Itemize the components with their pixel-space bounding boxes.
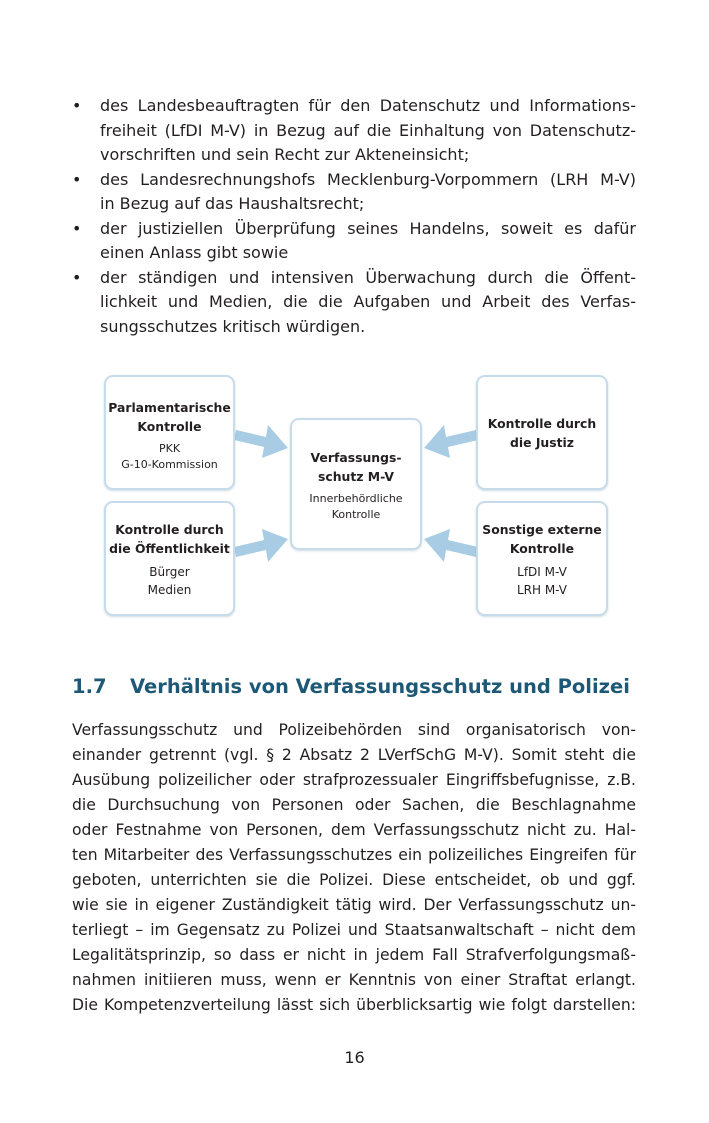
box-verfassungsschutz	[290, 418, 422, 550]
text-line: in Bezug auf das Haushaltsrecht;	[100, 194, 365, 213]
text-line: lichkeit und Medien, die die Aufgaben und Arbeit des Verfas-	[100, 292, 636, 311]
bullet-list	[72, 94, 636, 339]
title-line: Kontrolle durch	[115, 522, 224, 537]
body-paragraph	[72, 718, 636, 1018]
control-diagram	[104, 375, 608, 617]
text-line: ten Mitarbeiter des Verfassungsschutzes ein polizeiliches Eingreifen für	[72, 846, 636, 864]
list-item	[72, 217, 636, 266]
list-item-text	[100, 168, 636, 217]
text-line: einander getrennt (vgl. § 2 Absatz 2 LVerfSchG M-V). Somit steht die	[72, 746, 636, 764]
bullet-marker: •	[72, 267, 82, 287]
text-line: oder Festnahme von Personen, dem Verfassungsschutz nicht zu. Hal-	[72, 821, 636, 839]
section-title: Verhältnis von Verfassungsschutz und Polizei	[130, 675, 630, 698]
title-line: die Justiz	[509, 434, 575, 450]
arrow-top-left-icon	[234, 420, 290, 460]
sub-line: Kontrolle	[331, 508, 381, 521]
arrow-top-right-icon	[422, 420, 478, 460]
text-line: Legalitätsprinzip, so dass er nicht in jedem Fall Strafverfolgungsmaß-	[72, 946, 636, 964]
title-line: Sonstige externe	[482, 522, 602, 537]
text-line: der justiziellen Überprüfung seines Handelns, soweit es dafür	[100, 218, 636, 238]
text-line: freiheit (LfDI M-V) in Bezug auf die Einhaltung von Datenschutz-	[100, 120, 636, 140]
list-item-text	[100, 266, 636, 340]
title-line: schutz M-V	[318, 468, 394, 484]
box-subtitle	[106, 441, 233, 473]
list-item	[72, 168, 636, 217]
box-title	[106, 521, 233, 558]
title-line: Kontrolle durch	[487, 416, 597, 431]
text-line: vorschriften und sein Recht zur Akteneinsicht;	[100, 145, 470, 164]
title-line: Verfassungs-	[310, 450, 402, 465]
sub-line: Bürger	[149, 565, 190, 579]
sub-line: LfDI M-V	[517, 565, 567, 579]
section-heading	[72, 673, 672, 701]
title-line: die Öffentlichkeit	[109, 540, 230, 556]
box-subtitle	[106, 564, 233, 599]
text-line: des Landesrechnungshofs Mecklenburg-Vorpommern (LRH M-V)	[100, 169, 636, 189]
text-line: geboten, unterrichten sie die Polizei. Diese entscheidet, ob und ggf.	[72, 871, 636, 889]
text-line: der ständigen und intensiven Überwachung durch die Öffent-	[100, 267, 636, 287]
sub-line: Medien	[147, 582, 192, 597]
box-subtitle	[478, 564, 606, 599]
bullet-marker: •	[72, 169, 82, 189]
box-parliamentary-control	[104, 375, 235, 490]
box-title	[106, 399, 233, 436]
list-item-text	[100, 217, 636, 266]
box-title	[478, 521, 606, 558]
box-title	[292, 449, 420, 486]
text-line: Die Kompetenzverteilung lässt sich überblicksartig wie folgt darstellen:	[72, 996, 636, 1014]
sub-line: LRH M-V	[516, 582, 568, 597]
arrow-bottom-left-icon	[234, 527, 290, 567]
section-number: 1.7	[72, 675, 107, 698]
box-other-external-control	[476, 501, 608, 616]
text-line: terliegt – im Gegensatz zu Polizei und Staatsanwaltschaft – nicht dem	[72, 921, 636, 939]
title-line: Parlamentarische	[108, 400, 231, 415]
sub-line: G-10-Kommission	[121, 458, 218, 471]
text-line: wie sie in eigener Zuständigkeit tätig wird. Der Verfassungsschutz un-	[72, 896, 636, 914]
sub-line: PKK	[158, 442, 181, 455]
box-subtitle	[292, 491, 420, 523]
page-number: 16	[344, 1048, 365, 1067]
title-line: Kontrolle	[137, 418, 202, 434]
text-line: die Durchsuchung von Personen oder Sachen, die Beschlagnahme	[72, 796, 636, 814]
list-item-text	[100, 94, 636, 168]
box-judicial-control	[476, 375, 608, 490]
box-title	[478, 415, 606, 452]
arrow-bottom-right-icon	[422, 527, 478, 567]
text-line: nahmen initiieren muss, wenn er Kenntnis von einer Straftat erlangt.	[72, 971, 636, 989]
box-public-control	[104, 501, 235, 616]
text-line: Ausübung polizeilicher oder strafprozessualer Eingriffsbefugnisse, z.B.	[72, 771, 636, 789]
text-line: des Landesbeauftragten für den Datenschutz und Informations-	[100, 96, 636, 115]
bullet-marker: •	[72, 96, 82, 115]
text-line: einen Anlass gibt sowie	[100, 243, 289, 262]
title-line: Kontrolle	[509, 540, 575, 556]
text-line: Verfassungsschutz und Polizeibehörden sind organisatorisch von-	[72, 721, 636, 739]
list-item	[72, 266, 636, 340]
list-item	[72, 94, 636, 168]
text-line: sungsschutzes kritisch würdigen.	[100, 316, 366, 336]
bullet-marker: •	[72, 218, 82, 238]
sub-line: Innerbehördliche	[309, 492, 403, 505]
